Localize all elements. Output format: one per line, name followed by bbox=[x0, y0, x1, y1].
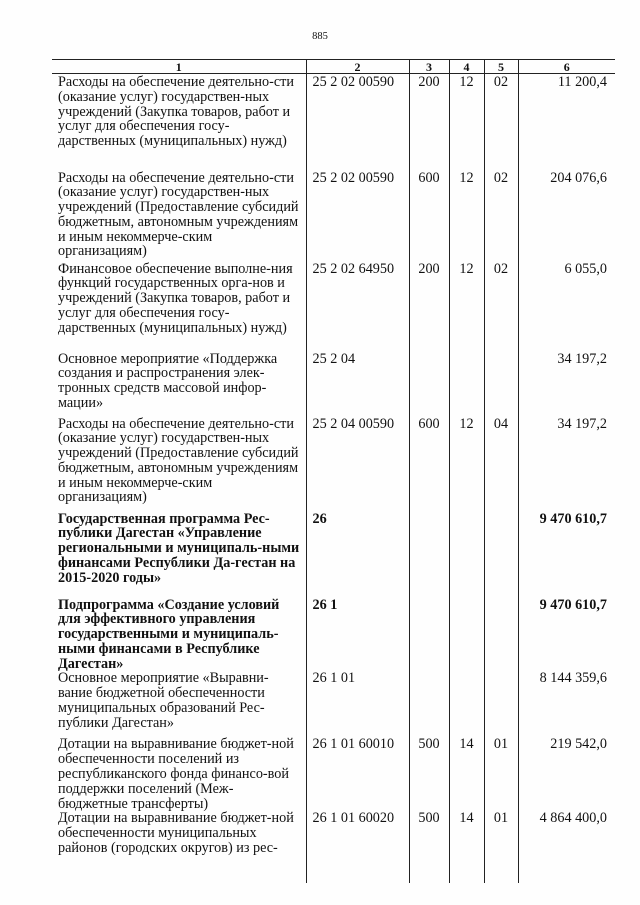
expense-type-cell: 600 bbox=[409, 417, 449, 512]
amount-cell: 34 197,2 bbox=[518, 352, 615, 417]
expense-type-cell: 200 bbox=[409, 74, 449, 171]
table-row bbox=[52, 352, 615, 417]
expense-type-cell bbox=[409, 352, 449, 417]
target-article-cell: 25 2 02 00590 bbox=[306, 74, 409, 171]
expense-type-cell bbox=[409, 598, 449, 672]
table-row bbox=[52, 737, 615, 811]
subsection-cell: 04 bbox=[484, 417, 518, 512]
target-article-cell: 26 1 01 60010 bbox=[306, 737, 409, 811]
subsection-cell bbox=[484, 598, 518, 672]
target-article-cell: 26 1 bbox=[306, 598, 409, 672]
header-row bbox=[52, 60, 615, 74]
expense-type-cell bbox=[409, 512, 449, 598]
section-cell: 12 bbox=[449, 262, 484, 352]
section-cell: 14 bbox=[449, 811, 484, 883]
column-header: 2 bbox=[306, 60, 409, 74]
section-cell: 12 bbox=[449, 74, 484, 171]
row-name-cell: Расходы на обеспечение деятельно-сти (оказание услуг) государствен-ных учреждений (Предоставление субсидий бюджетным, автономным учреждениям и иным некоммерче-ским организациям) bbox=[58, 169, 299, 260]
target-article-cell: 25 2 02 00590 bbox=[306, 171, 409, 262]
column-header: 3 bbox=[409, 60, 449, 74]
table-row bbox=[52, 417, 615, 512]
section-cell: 12 bbox=[449, 417, 484, 512]
table-row bbox=[52, 171, 615, 262]
subsection-cell: 02 bbox=[484, 262, 518, 352]
table-row bbox=[52, 811, 615, 883]
amount-cell: 8 144 359,6 bbox=[518, 671, 615, 737]
row-name-cell: Дотации на выравнивание бюджет-ной обеспеченности муниципальных районов (городских округов) из рес- bbox=[58, 810, 294, 857]
section-cell: 12 bbox=[449, 171, 484, 262]
row-name-cell: Расходы на обеспечение деятельно-сти (оказание услуг) государствен-ных учреждений (Закупка товаров, работ и услуг для обеспечения госу-дарственных (муниципальных) нужд) bbox=[58, 74, 294, 150]
subsection-cell bbox=[484, 352, 518, 417]
subsection-cell: 01 bbox=[484, 737, 518, 811]
section-cell bbox=[449, 352, 484, 417]
row-name-cell: Расходы на обеспечение деятельно-сти (оказание услуг) государствен-ных учреждений (Предоставление субсидий бюджетным, автономным учреждениям и иным некоммерче-ским организациям) bbox=[58, 415, 299, 506]
section-cell: 14 bbox=[449, 737, 484, 811]
expense-type-cell bbox=[409, 671, 449, 737]
amount-cell: 11 200,4 bbox=[518, 74, 615, 171]
section-cell bbox=[449, 512, 484, 598]
target-article-cell: 26 1 01 60020 bbox=[306, 811, 409, 883]
row-name-cell: Дотации на выравнивание бюджет-ной обеспеченности поселений из республиканского фонда финансо-вой поддержки поселений (Меж-бюджетные трансферты) bbox=[58, 736, 294, 812]
amount-cell: 34 197,2 bbox=[518, 417, 615, 512]
table-row bbox=[52, 262, 615, 352]
row-name-cell: Основное мероприятие «Поддержка создания и распространения элек-тронных средств массовой инфор-мации» bbox=[58, 350, 278, 411]
column-header: 6 bbox=[518, 60, 615, 74]
table-row bbox=[52, 512, 615, 598]
subsection-cell bbox=[484, 512, 518, 598]
target-article-cell: 25 2 02 64950 bbox=[306, 262, 409, 352]
amount-cell: 9 470 610,7 bbox=[518, 512, 615, 598]
page-number: 885 bbox=[312, 31, 328, 42]
expense-type-cell: 500 bbox=[409, 811, 449, 883]
column-header: 1 bbox=[52, 60, 306, 74]
target-article-cell: 25 2 04 00590 bbox=[306, 417, 409, 512]
amount-cell: 9 470 610,7 bbox=[518, 598, 615, 672]
budget-table bbox=[52, 59, 615, 883]
amount-cell: 4 864 400,0 bbox=[518, 811, 615, 883]
subsection-cell: 01 bbox=[484, 811, 518, 883]
row-name-cell: Подпрограмма «Создание условий для эффективного управления государственными и муниципаль-ными финансами в Республике Дагестан» bbox=[58, 596, 280, 672]
amount-cell: 6 055,0 bbox=[518, 262, 615, 352]
section-cell bbox=[449, 598, 484, 672]
column-header: 4 bbox=[449, 60, 484, 74]
amount-cell: 204 076,6 bbox=[518, 171, 615, 262]
column-header: 5 bbox=[484, 60, 518, 74]
expense-type-cell: 600 bbox=[409, 171, 449, 262]
row-name-cell: Финансовое обеспечение выполне-ния функций государственных орга-нов и учреждений (Закупка товаров, работ и услуг для обеспечения госу-дарственных (муниципальных) нужд) bbox=[58, 260, 293, 336]
table-row bbox=[52, 74, 615, 171]
table-row bbox=[52, 671, 615, 737]
subsection-cell: 02 bbox=[484, 74, 518, 171]
target-article-cell: 26 bbox=[306, 512, 409, 598]
expense-type-cell: 500 bbox=[409, 737, 449, 811]
row-name-cell: Государственная программа Рес-публики Дагестан «Управление региональными и муниципаль-ными финансами Республики Да-гестан на 2015-2020 годы» bbox=[58, 510, 300, 586]
amount-cell: 219 542,0 bbox=[518, 737, 615, 811]
expense-type-cell: 200 bbox=[409, 262, 449, 352]
target-article-cell: 26 1 01 bbox=[306, 671, 409, 737]
subsection-cell bbox=[484, 671, 518, 737]
table-body bbox=[52, 74, 615, 884]
row-name-cell: Основное мероприятие «Выравни-вание бюджетной обеспеченности муниципальных образований Рес-публики Дагестан» bbox=[58, 670, 269, 731]
table-row bbox=[52, 598, 615, 672]
subsection-cell: 02 bbox=[484, 171, 518, 262]
section-cell bbox=[449, 671, 484, 737]
target-article-cell: 25 2 04 bbox=[306, 352, 409, 417]
